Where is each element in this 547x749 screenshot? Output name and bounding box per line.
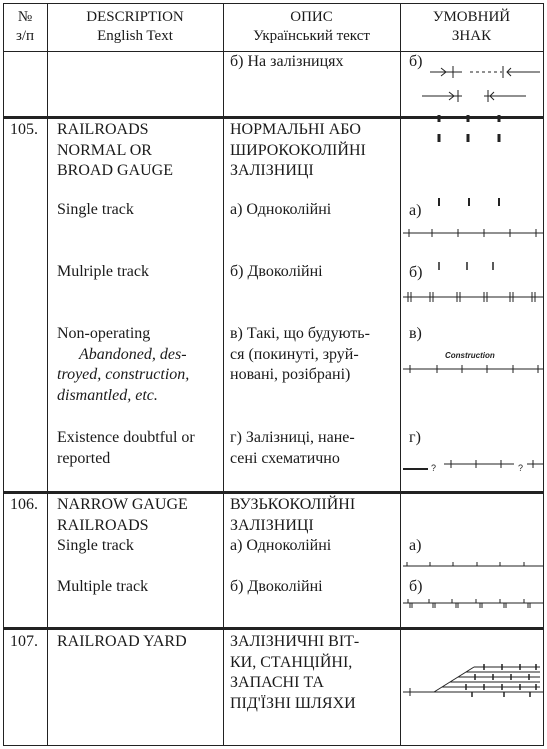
row106-b-en: Multiple track (57, 578, 149, 595)
row105-ua-title: НОРМАЛЬНІ АБО ШИРОКОКОЛІЙНІ ЗАЛІЗНИЦІ (230, 121, 366, 179)
row107-ua-title: ЗАЛІЗНИЧНІ ВІТ- КИ, СТАНЦІЙНІ, ЗАПАСНІ ТА ПІД'ЇЗНІ ШЛЯХИ (230, 633, 360, 712)
railroad-yard-symbol (403, 664, 543, 697)
row105-a-ua: а) Одноколійні (230, 201, 332, 218)
doubtful-q-mark-2: ? (518, 463, 524, 473)
row106-en-title: NARROW GAUGE RAILROADS (57, 496, 188, 534)
header-symbol: УМОВНИЙ ЗНАК (432, 9, 511, 44)
narrow-multiple-track-symbol (403, 599, 543, 608)
construction-track-symbol (403, 365, 543, 373)
row105-d-en: Existence doubtful or reported (57, 429, 195, 467)
row106-a-letter: а) (409, 537, 422, 554)
row105-en-title: RAILROADS NORMAL OR BROAD GAUGE (57, 121, 173, 179)
row106-a-en: Single track (57, 537, 134, 554)
row105-b-letter: б) (409, 264, 423, 281)
row105-c-letter: в) (409, 325, 422, 342)
single-track-symbol (403, 198, 543, 237)
row105-number: 105. (10, 121, 38, 138)
row106-a-ua: а) Одноколійні (230, 537, 332, 554)
row107-number: 107. (10, 633, 38, 650)
prev-crossing-symbol (422, 66, 540, 102)
prev-row-symbol-letter: б) (409, 53, 423, 70)
row105-b-ua: б) Двоколійні (230, 263, 323, 280)
header-opys: ОПИС Український текст (253, 9, 370, 44)
row106-number: 106. (10, 496, 38, 513)
row105-a-en: Single track (57, 201, 134, 218)
header-description: DESCRIPTION English Text (86, 9, 184, 44)
row106-ua-title: ВУЗЬКОКОЛІЙНІ ЗАЛІЗНИЦІ (230, 496, 356, 534)
row105-a-letter: а) (409, 202, 422, 219)
row105-c-en: Non-operating (57, 325, 151, 342)
row105-c-en-italic: Abandoned, des- troyed, construction, dismantled, etc. (57, 345, 190, 404)
row107-en-title: RAILROAD YARD (57, 633, 187, 650)
row105-d-ua: г) Залізниці, нане- сені схематично (230, 429, 355, 467)
narrow-single-track-symbol (403, 562, 543, 566)
multiple-track-symbol (403, 262, 543, 302)
row105-d-letter: г) (409, 429, 421, 446)
row106-b-letter: б) (409, 578, 423, 595)
row105-c-ua: в) Такі, що будують- ся (покинуті, зруй- новані, розібрані) (230, 325, 370, 383)
construction-label: Construction (445, 351, 495, 360)
header-num: № з/п (15, 9, 35, 44)
prev-row-ua: б) На залізницях (230, 53, 344, 70)
row106-b-ua: б) Двоколійні (230, 578, 323, 595)
row105-header-ticks (439, 115, 499, 142)
doubtful-q-mark-1: ? (431, 463, 437, 473)
row105-b-en: Mulriple track (57, 263, 149, 280)
